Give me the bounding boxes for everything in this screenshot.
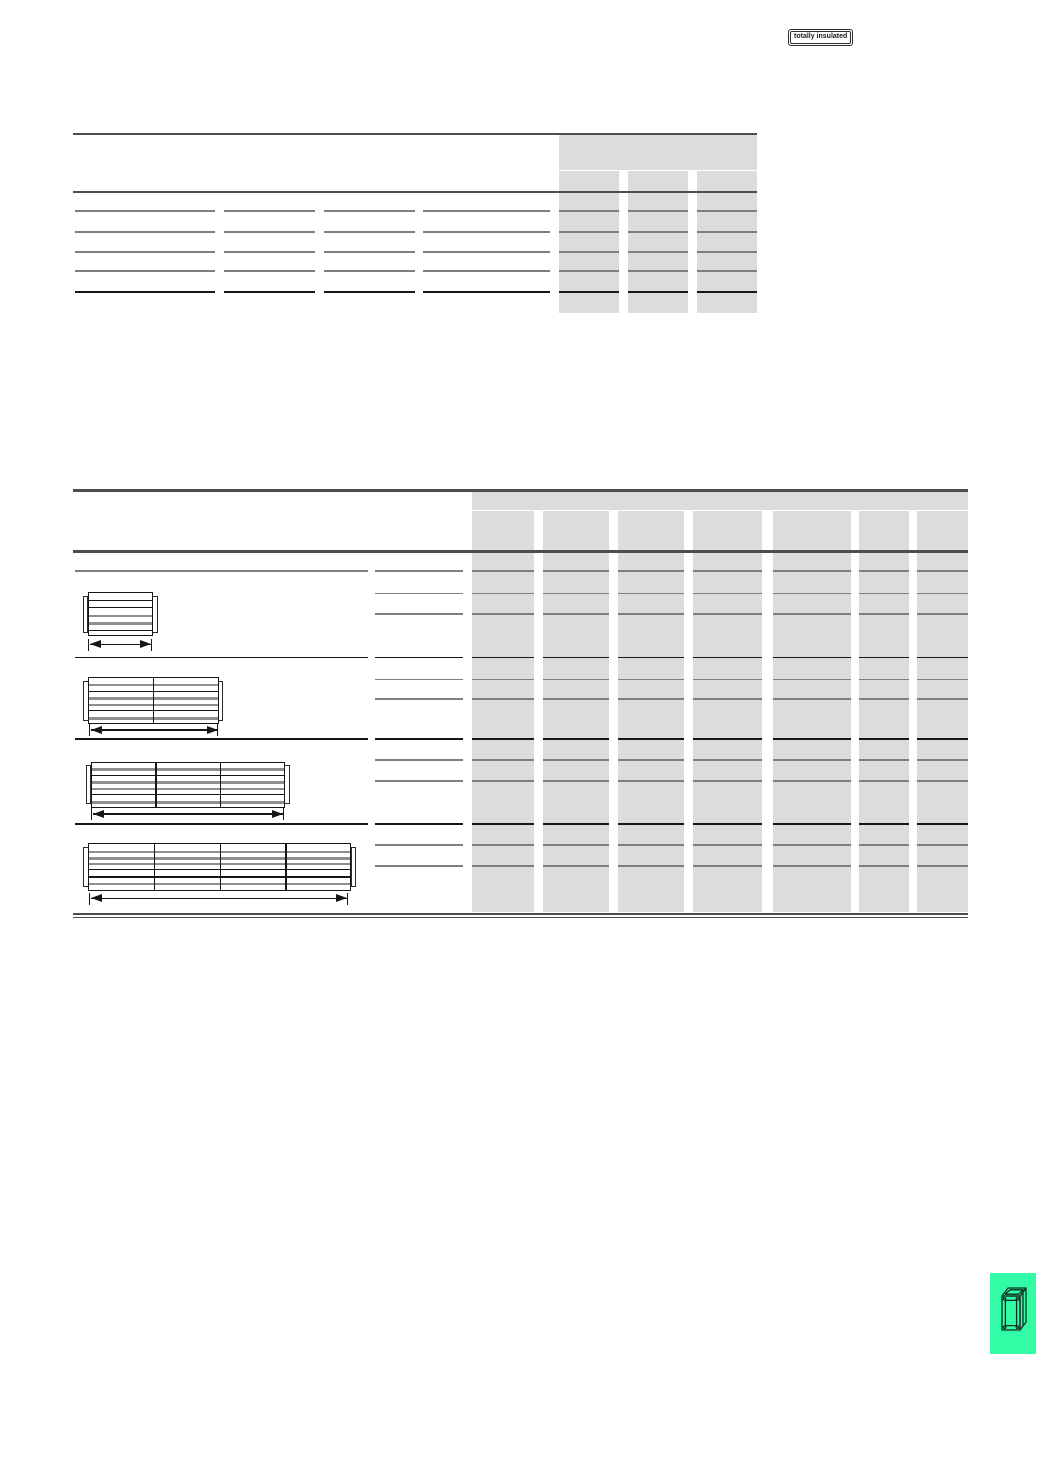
- table-row-line: [917, 738, 968, 739]
- table-row-line: [543, 657, 610, 658]
- table-row-line: [559, 231, 619, 233]
- totally-insulated-badge: [788, 29, 853, 46]
- table-row-line: [324, 210, 414, 212]
- table-row-line: [618, 593, 685, 595]
- chapter-tab: [990, 1273, 1036, 1354]
- table-row-line: [773, 570, 851, 572]
- table-row-line: [75, 210, 215, 212]
- table-row-line: [543, 613, 610, 615]
- diagram-bracket-right: [218, 681, 223, 721]
- table-row-line: [693, 780, 762, 782]
- table-row-line: [773, 613, 851, 615]
- diagram-divider: [154, 844, 155, 889]
- diagram-lamination-line: [89, 600, 153, 601]
- table-row-line: [773, 738, 851, 739]
- table-row-line: [423, 251, 550, 253]
- table-row-line: [859, 780, 909, 782]
- table-row-line: [628, 251, 689, 253]
- table-row-line: [618, 613, 685, 615]
- table-row-line: [859, 759, 909, 761]
- dimension-tick-right: [151, 639, 152, 651]
- table-row-line: [693, 679, 762, 681]
- table-bottom-border: [73, 913, 968, 915]
- table-row-line: [773, 698, 851, 700]
- table-row-line: [472, 844, 534, 846]
- table-row-line: [697, 210, 757, 212]
- table-row-line: [859, 613, 909, 615]
- table-row-line: [472, 570, 534, 572]
- table-row-line: [559, 291, 619, 292]
- table-row-line: [917, 823, 968, 824]
- table-row-line: [773, 657, 851, 658]
- dimension-arrowhead-right: [336, 894, 347, 902]
- table-row-line: [628, 270, 689, 272]
- table-row-line: [543, 844, 610, 846]
- diagram-divider: [155, 763, 156, 807]
- table-row-line: [472, 593, 534, 595]
- table-row-line: [75, 291, 215, 292]
- table-row-line: [917, 865, 968, 867]
- table-row-line: [693, 738, 762, 739]
- table-row-line: [472, 698, 534, 700]
- table-row-line: [472, 613, 534, 615]
- table-row-line: [224, 270, 314, 272]
- table-row-line: [75, 823, 368, 824]
- diagram-divider: [153, 678, 154, 723]
- table-row-line: [859, 865, 909, 867]
- diagram-lamination-line: [89, 622, 153, 625]
- table-row-line: [917, 613, 968, 615]
- table-row-line: [693, 657, 762, 658]
- table-row-line: [693, 593, 762, 595]
- table-row-line: [472, 865, 534, 867]
- table-bottom-border: [73, 917, 968, 919]
- table-row-line: [375, 738, 463, 739]
- diagram-lamination-line: [92, 775, 284, 776]
- table-row-line: [559, 210, 619, 212]
- dimension-arrowhead-left: [91, 894, 102, 902]
- table-row-line: [917, 593, 968, 595]
- table-row-line: [423, 231, 550, 233]
- enclosure-icon: [1000, 1284, 1028, 1336]
- diagram-bracket-right: [284, 765, 289, 804]
- table-row-line: [618, 570, 685, 572]
- table-row-line: [917, 570, 968, 572]
- table-row-line: [917, 698, 968, 700]
- table-row-line: [773, 844, 851, 846]
- table-header-rule: [73, 550, 968, 552]
- diagram-lamination-line: [89, 615, 153, 618]
- table-row-line: [375, 593, 463, 595]
- table-row-line: [859, 698, 909, 700]
- table-row-line: [628, 210, 689, 212]
- table-row-line: [697, 231, 757, 233]
- diagram-lamination-line: [92, 794, 284, 795]
- table-row-line: [859, 657, 909, 658]
- table-row-line: [859, 593, 909, 595]
- table-header-merged-fill: [559, 135, 757, 170]
- table-row-line: [859, 823, 909, 824]
- table-row-line: [618, 698, 685, 700]
- table-row-line: [472, 738, 534, 739]
- table-row-line: [559, 251, 619, 253]
- table-row-line: [375, 780, 463, 782]
- totally-insulated-label: totally insulated: [790, 31, 851, 44]
- table-row-line: [375, 759, 463, 761]
- table-row-line: [859, 570, 909, 572]
- table-row-line: [543, 738, 610, 739]
- table-row-line: [543, 698, 610, 700]
- table-row-line: [618, 738, 685, 739]
- table-row-line: [375, 865, 463, 867]
- table-row-line: [75, 251, 215, 253]
- table-row-line: [693, 570, 762, 572]
- table-row-line: [423, 270, 550, 272]
- table-row-line: [693, 865, 762, 867]
- diagram-divider: [285, 844, 286, 889]
- table-row-line: [75, 657, 368, 658]
- table-row-line: [618, 780, 685, 782]
- table-row-line: [324, 291, 414, 292]
- table-row-line: [773, 593, 851, 595]
- table-row-line: [693, 823, 762, 824]
- table-row-line: [375, 657, 463, 658]
- table-row-line: [75, 570, 368, 572]
- table-row-line: [324, 270, 414, 272]
- table-row-line: [697, 291, 757, 292]
- table-row-line: [472, 823, 534, 824]
- table-row-line: [859, 844, 909, 846]
- dimension-arrowhead-left: [91, 726, 102, 734]
- table-row-line: [917, 679, 968, 681]
- dimension-tick-right: [217, 724, 218, 736]
- dimension-arrowhead-right: [140, 640, 151, 648]
- table-row-line: [618, 844, 685, 846]
- diagram-lamination-line: [89, 607, 153, 608]
- table-row-line: [224, 210, 314, 212]
- table-row-line: [324, 251, 414, 253]
- dimension-tick-right: [347, 893, 348, 905]
- table-row-line: [693, 698, 762, 700]
- table-row-line: [543, 570, 610, 572]
- dimension-arrow-shaft: [91, 898, 347, 900]
- diagram-bracket-right: [351, 847, 356, 887]
- diagram-divider: [220, 763, 221, 807]
- table-row-line: [773, 679, 851, 681]
- table-row-line: [693, 844, 762, 846]
- table-row-line: [324, 231, 414, 233]
- table-row-line: [543, 865, 610, 867]
- table-row-line: [628, 291, 689, 292]
- table-row-line: [628, 231, 689, 233]
- table-row-line: [618, 679, 685, 681]
- table-row-line: [693, 759, 762, 761]
- table-row-line: [543, 593, 610, 595]
- table-row-line: [859, 738, 909, 739]
- table-header-rule: [73, 191, 757, 193]
- table-row-line: [618, 657, 685, 658]
- table-row-line: [697, 270, 757, 272]
- table-row-line: [697, 251, 757, 253]
- table-row-line: [693, 613, 762, 615]
- table-row-line: [472, 657, 534, 658]
- table-row-line: [917, 759, 968, 761]
- diagram-divider: [220, 844, 221, 889]
- diagram-lamination-line: [89, 630, 153, 631]
- table-row-line: [75, 270, 215, 272]
- dimension-arrowhead-left: [90, 640, 101, 648]
- table-row-line: [375, 823, 463, 824]
- table-row-line: [917, 844, 968, 846]
- dimension-tick-right: [283, 808, 284, 820]
- table-row-line: [859, 679, 909, 681]
- table-row-line: [375, 844, 463, 846]
- table-row-line: [375, 679, 463, 681]
- table-row-line: [75, 231, 215, 233]
- table-row-line: [773, 759, 851, 761]
- table-row-line: [423, 210, 550, 212]
- dimension-arrow-shaft: [93, 813, 283, 815]
- table-row-line: [618, 759, 685, 761]
- table-row-line: [75, 738, 368, 739]
- diagram-lamination-line: [92, 781, 284, 784]
- table-header-merged-fill: [472, 492, 968, 511]
- table-row-line: [375, 570, 463, 572]
- table-row-line: [543, 759, 610, 761]
- dimension-arrowhead-left: [93, 810, 104, 818]
- table-row-line: [773, 780, 851, 782]
- table-row-line: [224, 251, 314, 253]
- dimension-arrowhead-right: [207, 726, 218, 734]
- table-row-line: [773, 823, 851, 824]
- diagram-lamination-line: [92, 788, 284, 791]
- diagram-lamination-line: [92, 768, 284, 771]
- table-row-line: [472, 780, 534, 782]
- table-row-line: [543, 679, 610, 681]
- table-row-line: [472, 759, 534, 761]
- diagram-lamination-line: [92, 801, 284, 804]
- table-row-line: [917, 780, 968, 782]
- table-row-line: [618, 865, 685, 867]
- table-row-line: [472, 679, 534, 681]
- table-row-line: [917, 657, 968, 658]
- table-row-line: [375, 698, 463, 700]
- diagram-bracket-right: [152, 596, 157, 633]
- dimension-arrowhead-right: [272, 810, 283, 818]
- table-row-line: [423, 291, 550, 292]
- table-row-line: [375, 613, 463, 615]
- table-row-line: [543, 823, 610, 824]
- table-row-line: [559, 270, 619, 272]
- dimension-arrow-shaft: [91, 729, 217, 731]
- table-row-line: [543, 780, 610, 782]
- table-row-line: [618, 823, 685, 824]
- table-row-line: [773, 865, 851, 867]
- table-row-line: [224, 291, 314, 292]
- table-row-line: [224, 231, 314, 233]
